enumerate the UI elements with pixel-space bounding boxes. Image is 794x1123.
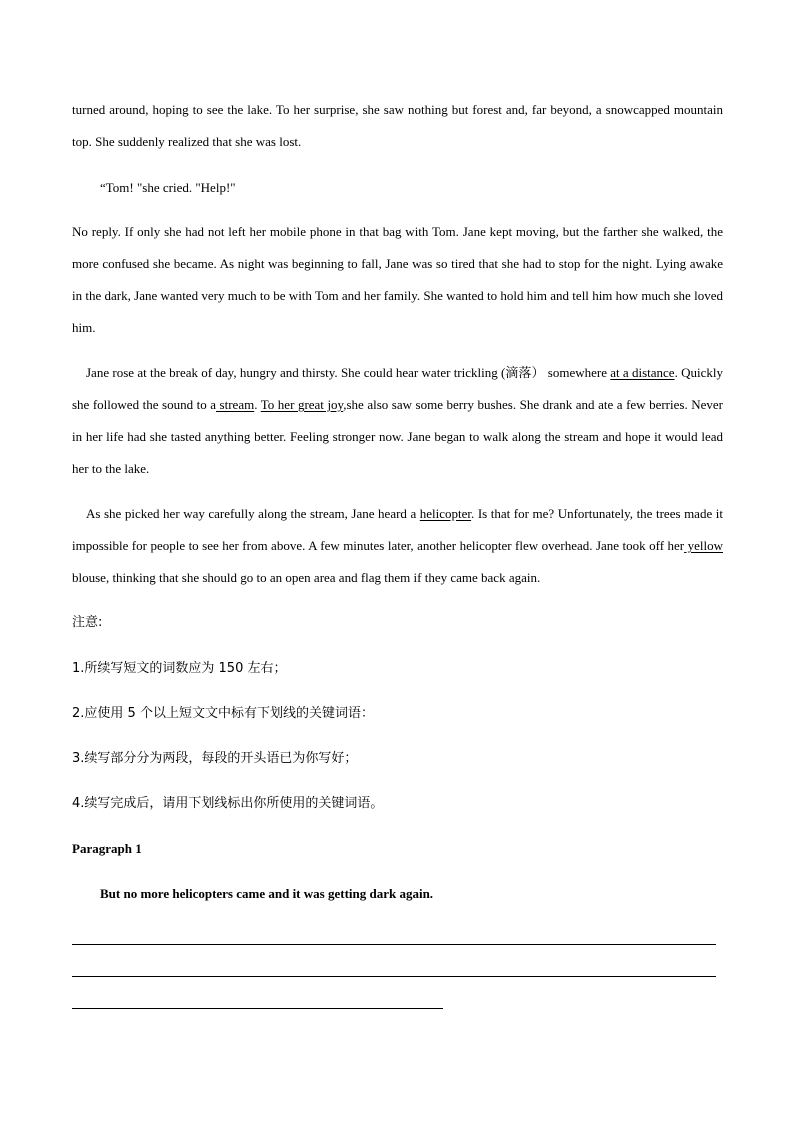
- keyword-at-a-distance: at a distance: [610, 365, 675, 380]
- paragraph-heading: Paragraph 1: [72, 841, 142, 856]
- note-item-3: 3.续写部分分为两段，每段的开头语已为你写好；: [72, 751, 358, 766]
- keyword-helicopter: helicopter: [419, 506, 472, 521]
- paragraph-night: No reply. If only she had not left her mobile phone in that bag with Tom. Jane kept moving, but the farther she walked, the more confused she became. As night was beginning to fall, Jane was so tired that she had to stop for the night. Lying awake in the dark, Jane wanted very much to be with Tom and her family. She wanted to hold him and tell him how much she loved him.: [72, 224, 723, 335]
- keyword-stream: stream: [216, 397, 255, 412]
- notes-title: 注意:: [72, 615, 103, 630]
- writing-line[interactable]: [72, 1008, 443, 1009]
- paragraph-morning: [72, 357, 723, 485]
- writing-line[interactable]: [72, 944, 716, 945]
- text-run: As she picked her way carefully along the stream, Jane heard a: [86, 506, 420, 521]
- text-run: ,she also saw some berry bushes. She drank and ate a few berries. Never in her life had she tasted anything better. Feeling stronger now. Jane began to walk along the stream and hope it would lead her to the lake.: [72, 397, 723, 476]
- text-run: . Is that for me? Unfortunately, the trees made it impossible for people to see her from above. A few minutes later, another helicopter flew overhead. Jane took off her: [72, 506, 723, 553]
- note-item-4: 4.续写完成后，请用下划线标出你所使用的关键词语。: [72, 796, 384, 811]
- keyword-yellow: yellow: [684, 538, 723, 553]
- text-run: .: [254, 397, 261, 412]
- keyword-to-her-great-joy: To her great joy: [260, 397, 344, 412]
- paragraph-lost: turned around, hoping to see the lake. To her surprise, she saw nothing but forest and, far beyond, a snowcapped mountain top. She suddenly realized that she was lost.: [72, 102, 723, 149]
- text-run: blouse, thinking that she should go to an open area and flag them if they came back again.: [72, 570, 541, 585]
- opening-sentence: But no more helicopters came and it was getting dark again.: [100, 886, 434, 901]
- note-item-1: 1.所续写短文的词数应为 150 左右；: [72, 661, 287, 676]
- text-run: Jane rose at the break of day, hungry and thirsty. She could hear water trickling (滴落） somewhere: [86, 365, 611, 380]
- paragraph-cry: “Tom! "she cried. "Help!": [100, 180, 236, 195]
- text-run: . Quickly she followed the sound to a: [72, 365, 723, 412]
- paragraph-helicopter: [72, 498, 723, 594]
- writing-line[interactable]: [72, 976, 716, 977]
- note-item-2: 2.应使用 5 个以上短文文中标有下划线的关键词语：: [72, 706, 374, 721]
